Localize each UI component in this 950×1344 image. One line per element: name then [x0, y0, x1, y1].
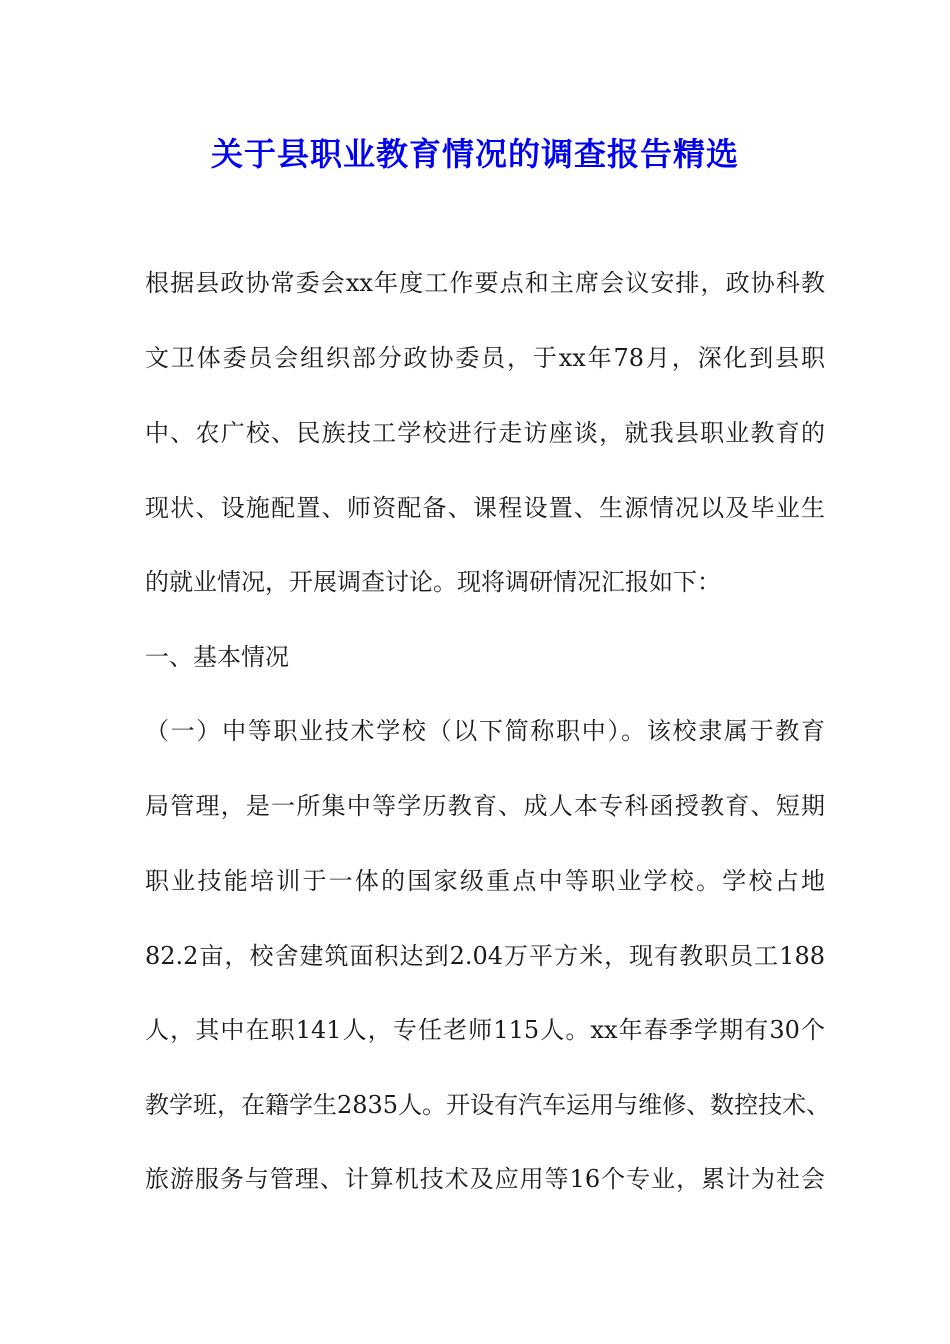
paragraph-line: 局管理，是一所集中等学历教育、成人本专科函授教育、短期 — [145, 792, 825, 820]
section-heading: 一、基本情况 — [145, 643, 289, 671]
paragraph-line: 现状、设施配置、师资配备、课程设置、生源情况以及毕业生 — [145, 494, 825, 522]
paragraph-line: 职业技能培训于一体的国家级重点中等职业学校。学校占地 — [145, 867, 825, 895]
paragraph-line: 的就业情况，开展调查讨论。现将调研情况汇报如下： — [145, 568, 721, 596]
paragraph-line: 旅游服务与管理、计算机技术及应用等16个专业，累计为社会 — [145, 1165, 825, 1193]
document-title: 关于县职业教育情况的调查报告精选 — [210, 135, 739, 173]
paragraph-line: （一）中等职业技术学校（以下简称职中）。该校隶属于教育 — [145, 717, 825, 745]
paragraph-line: 中、农广校、民族技工学校进行走访座谈，就我县职业教育的 — [145, 419, 825, 447]
paragraph-line: 人，其中在职141人，专任老师115人。xx年春季学期有30个 — [145, 1016, 825, 1044]
paragraph-line: 82.2亩，校舍建筑面积达到2.04万平方米，现有教职员工188 — [145, 942, 825, 970]
paragraph-line: 文卫体委员会组织部分政协委员，于xx年78月，深化到县职 — [145, 344, 825, 372]
paragraph-line: 根据县政协常委会xx年度工作要点和主席会议安排，政协科教 — [145, 269, 825, 297]
paragraph-line: 教学班，在籍学生2835人。开设有汽车运用与维修、数控技术、 — [145, 1091, 831, 1119]
